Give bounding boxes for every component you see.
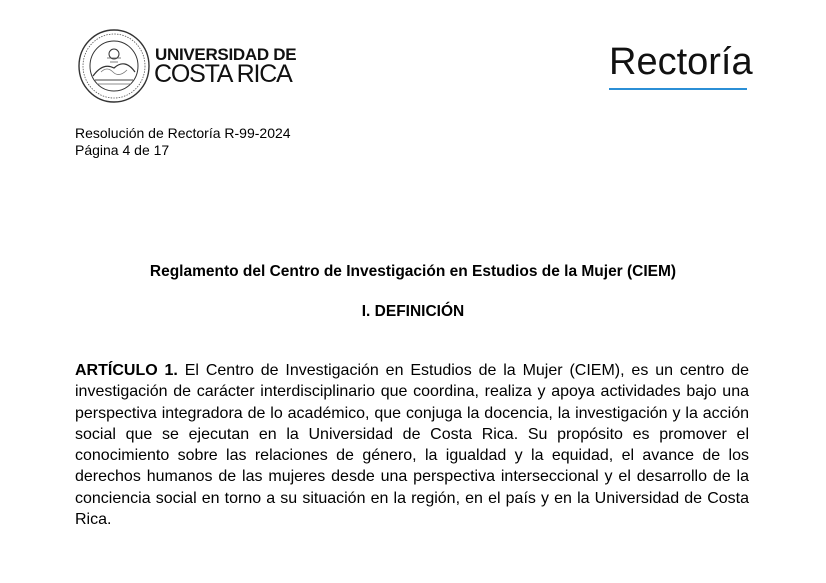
university-name-line1: UNIVERSIDAD DE bbox=[155, 45, 297, 64]
office-underline bbox=[609, 88, 747, 90]
article-label: ARTÍCULO 1. bbox=[75, 362, 178, 379]
article-body: El Centro de Investigación en Estudios de la Mujer (CIEM), es un centro de investigación de carácter interdisciplinario que coordina, realiza y apoya actividades bajo una perspectiva integradora de lo académico, que conjuga la docencia, la investigación y la acción social que se ejecutan en la Universidad de Costa Rica. Su propósito es promover el conocimiento sobre las relaciones de género, la igualdad y la equidad, el avance de los derechos humanos de las mujeres desde una perspectiva interseccional y el desarrollo de la conciencia social en torno a su situación en la región, en el país y en la Universidad de Costa Rica. bbox=[75, 362, 749, 529]
article-paragraph bbox=[75, 360, 749, 530]
document-meta bbox=[75, 125, 291, 159]
document-title bbox=[0, 263, 826, 281]
office-title: Rectoría bbox=[609, 41, 753, 83]
university-seal-icon bbox=[77, 28, 151, 104]
university-name-line2: COSTA RICA bbox=[154, 60, 292, 88]
page-number: Página 4 de 17 bbox=[75, 142, 170, 158]
resolution-number: Resolución de Rectoría R-99-2024 bbox=[75, 125, 291, 141]
section-heading: I. DEFINICIÓN bbox=[361, 303, 465, 320]
document-title-text: Reglamento del Centro de Investigación en Estudios de la Mujer (CIEM) bbox=[149, 263, 677, 280]
